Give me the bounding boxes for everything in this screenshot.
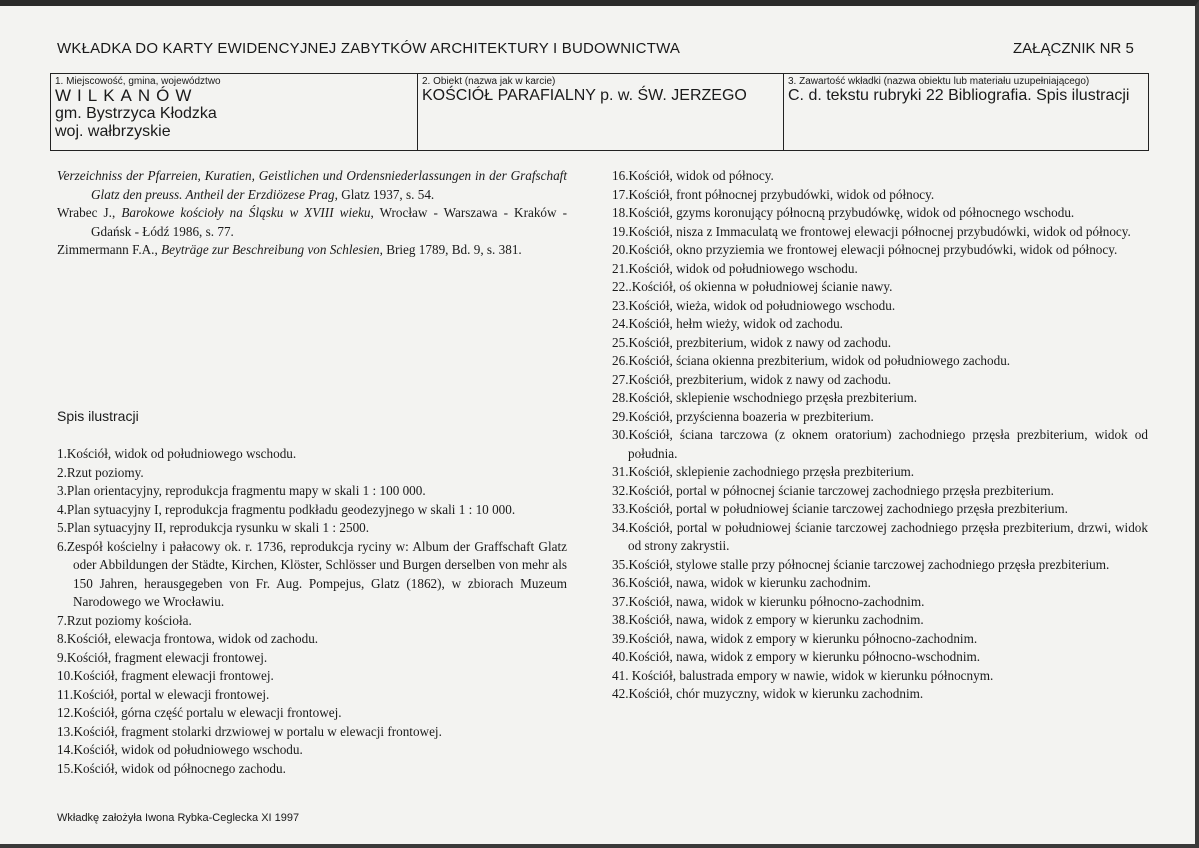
- illustration-item: 18.Kościół, gzyms koronujący północną przybudówkę, widok od północnego wschodu.: [612, 205, 1075, 220]
- illustration-item: 30.Kościół, ściana tarczowa (z oknem oratorium) zachodniego przęsła prezbiterium, widok od południa.: [612, 427, 1148, 461]
- bibliography: [57, 167, 567, 260]
- illustration-item: 41. Kościół, balustrada empory w nawie, widok w kierunku północnym.: [612, 667, 994, 683]
- illustrations-list-left: [57, 445, 567, 778]
- illustration-item: 16.Kościół, widok od północy.: [612, 168, 774, 183]
- object-value: KOŚCIÓŁ PARAFIALNY p. w. ŚW. JERZEGO: [422, 87, 747, 104]
- illustration-item: 39.Kościół, nawa, widok z empory w kierunku północno-zachodnim.: [612, 630, 978, 646]
- illustration-item: 38.Kościół, nawa, widok z empory w kierunku zachodnim.: [612, 612, 924, 627]
- contents-field: [783, 73, 1149, 151]
- illustration-item: 29.Kościół, przyścienna boazeria w prezbiterium.: [612, 408, 874, 424]
- illustration-item: 3.Plan orientacyjny, reprodukcja fragmentu mapy w skali 1 : 100 000.: [57, 483, 426, 498]
- bibliography-entry: Zimmermann F.A., Beyträge zur Beschreibung von Schlesien, Brieg 1789, Bd. 9, s. 381.: [57, 242, 522, 257]
- bibliography-entry: Verzeichniss der Pfarreien, Kuratien, Geistlichen und Ordensniederlassungen in der Grafschaft Glatz den preuss. Antheil der Erzdiözese Prag, Glatz 1937, s. 54.: [57, 168, 567, 202]
- illustration-item: 8.Kościół, elewacja frontowa, widok od zachodu.: [57, 631, 319, 646]
- illustration-item: 17.Kościół, front północnej przybudówki, widok od północy.: [612, 186, 935, 202]
- location-gmina: gm. Bystrzyca Kłodzka: [55, 105, 217, 122]
- illustration-item: 20.Kościół, okno przyziemia we frontowej elewacji północnej przybudówki, widok od północy.: [612, 242, 1118, 257]
- object-field: [417, 73, 784, 151]
- annex-number: ZAŁĄCZNIK NR 5: [1013, 40, 1134, 57]
- card-title: WKŁADKA DO KARTY EWIDENCYJNEJ ZABYTKÓW ARCHITEKTURY I BUDOWNICTWA: [57, 40, 681, 57]
- object-label: 2. Obiekt (nazwa jak w karcie): [422, 76, 556, 87]
- location-town: WILKANÓW: [55, 86, 198, 105]
- illustration-item: 42.Kościół, chór muzyczny, widok w kierunku zachodnim.: [612, 686, 924, 701]
- illustration-item: 1.Kościół, widok od południowego wschodu.: [57, 446, 297, 461]
- illustration-item: 7.Rzut poziomy kościoła.: [57, 612, 192, 628]
- illustration-item: 25.Kościół, prezbiterium, widok z nawy od zachodu.: [612, 334, 892, 350]
- illustration-item: 13.Kościół, fragment stolarki drzwiowej w portalu w elewacji frontowej.: [57, 723, 442, 739]
- illustration-item: 40.Kościół, nawa, widok z empory w kierunku północno-wschodnim.: [612, 649, 981, 664]
- illustration-item: 21.Kościół, widok od południowego wschodu.: [612, 260, 858, 276]
- illustration-item: 15.Kościół, widok od północnego zachodu.: [57, 760, 286, 776]
- illustrations-list-right: [612, 167, 1148, 704]
- illustration-item: 35.Kościół, stylowe stalle przy północnej ścianie tarczowej zachodniego przęsła prezbiterium.: [612, 556, 1110, 572]
- illustration-item: 22..Kościół, oś okienna w południowej ścianie nawy.: [612, 279, 893, 294]
- location-field: [50, 73, 418, 151]
- illustration-item: 6.Zespół kościelny i pałacowy ok. r. 1736, reprodukcja ryciny w: Album der Graffschaft Glatz oder Abbildungen der Städte, Kirchen, Klöster, Schlösser und Burgen derselben von mehr als 150 Jahren, herausgegeben von Fr. Aug. Pompejus, Glatz (1862), w zbiorach Muzeum Narodowego we Wrocławiu.: [57, 538, 567, 609]
- illustration-item: 12.Kościół, górna część portalu w elewacji frontowej.: [57, 705, 342, 720]
- illustration-item: 32.Kościół, portal w północnej ścianie tarczowej zachodniego przęsła prezbiterium.: [612, 482, 1054, 498]
- illustration-item: 28.Kościół, sklepienie wschodniego przęsła prezbiterium.: [612, 390, 918, 405]
- illustration-item: 5.Plan sytuacyjny II, reprodukcja rysunku w skali 1 : 2500.: [57, 520, 370, 535]
- illustration-item: 4.Plan sytuacyjny I, reprodukcja fragmentu podkładu geodezyjnego w skali 1 : 10 000.: [57, 501, 516, 517]
- illustration-item: 9.Kościół, fragment elewacji frontowej.: [57, 649, 268, 665]
- illustration-item: 23.Kościół, wieża, widok od południowego wschodu.: [612, 297, 896, 313]
- illustration-item: 27.Kościół, prezbiterium, widok z nawy od zachodu.: [612, 371, 892, 387]
- illustration-item: 26.Kościół, ściana okienna prezbiterium, widok od południowego zachodu.: [612, 353, 1011, 368]
- illustration-item: 31.Kościół, sklepienie zachodniego przęsła prezbiterium.: [612, 464, 915, 479]
- illustration-item: 14.Kościół, widok od południowego wschodu.: [57, 742, 303, 757]
- illustration-item: 36.Kościół, nawa, widok w kierunku zachodnim.: [612, 575, 871, 590]
- illustration-item: 11.Kościół, portal w elewacji frontowej.: [57, 686, 270, 702]
- illustration-item: 2.Rzut poziomy.: [57, 464, 144, 480]
- illustration-item: 34.Kościół, portal w południowej ścianie tarczowej zachodniego przęsła prezbiterium, drzwi, widok od strony zakrystii.: [612, 519, 1148, 553]
- illustration-item: 33.Kościół, portal w południowej ścianie tarczowej zachodniego przęsła prezbiterium.: [612, 501, 1068, 516]
- footer-author: Wkładkę założyła Iwona Rybka-Ceglecka XI 1997: [57, 812, 300, 824]
- illustrations-heading: Spis ilustracji: [57, 408, 139, 424]
- illustration-item: 24.Kościół, hełm wieży, widok od zachodu.: [612, 316, 843, 331]
- contents-value: C. d. tekstu rubryki 22 Bibliografia. Spis ilustracji: [788, 87, 1130, 104]
- location-label: 1. Miejscowość, gmina, województwo: [55, 76, 221, 87]
- illustration-item: 37.Kościół, nawa, widok w kierunku północno-zachodnim.: [612, 593, 925, 609]
- bibliography-entry: Wrabec J., Barokowe kościoły na Śląsku w XVIII wieku, Wrocław - Warszawa - Kraków - Gdańsk - Łódź 1986, s. 77.: [57, 205, 567, 239]
- illustration-item: 19.Kościół, nisza z Immaculatą we frontowej elewacji północnej przybudówki, widok od północy.: [612, 223, 1131, 239]
- illustration-item: 10.Kościół, fragment elewacji frontowej.: [57, 668, 274, 683]
- location-voivodeship: woj. wałbrzyskie: [55, 123, 171, 140]
- contents-label: 3. Zawartość wkładki (nazwa obiektu lub materiału uzupełniającego): [788, 76, 1090, 87]
